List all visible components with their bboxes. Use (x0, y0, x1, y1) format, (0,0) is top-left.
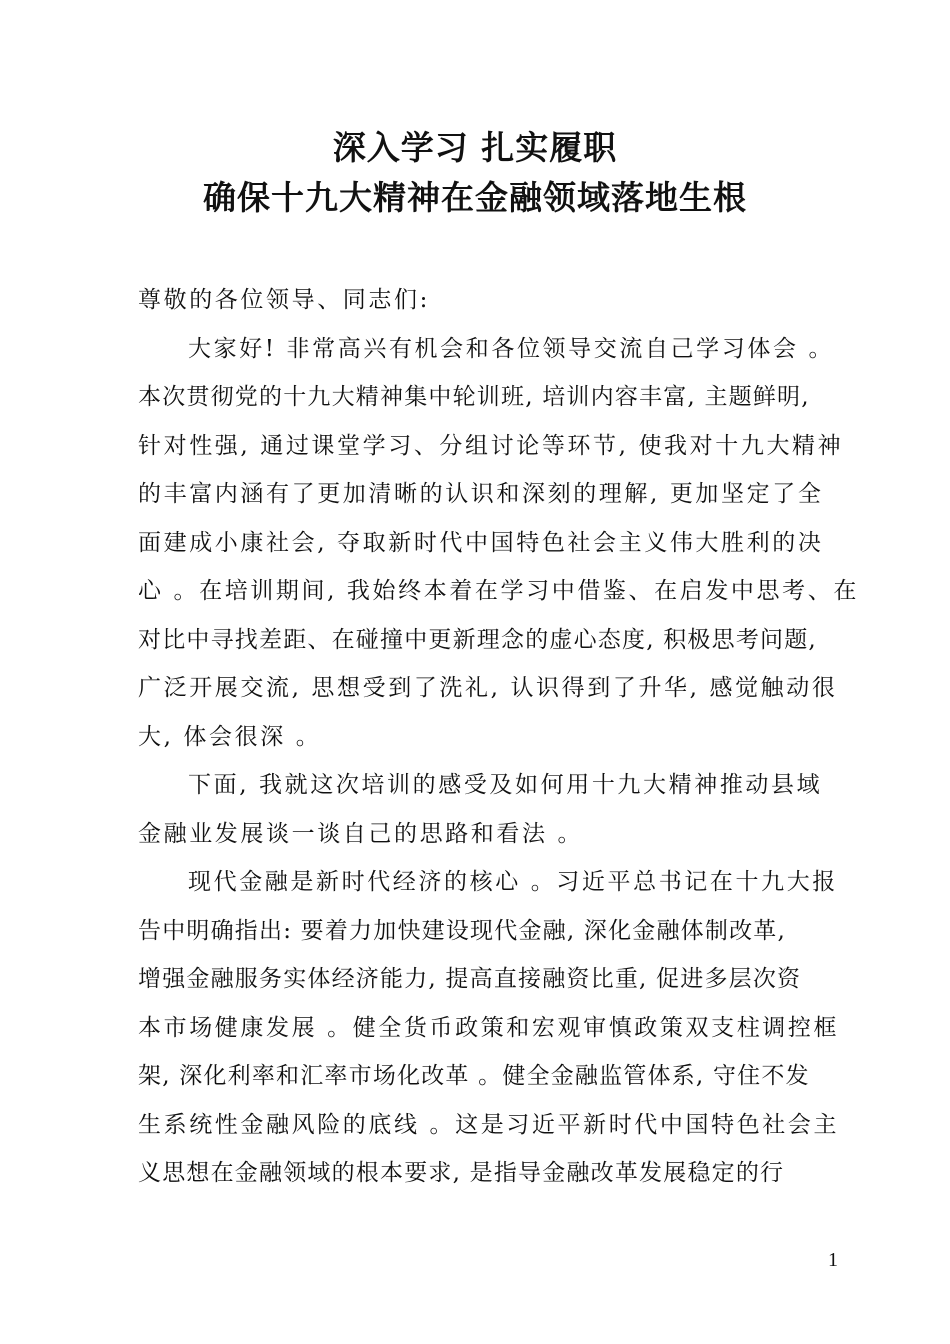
body-line: 告中明确指出: 要着力加快建设现代金融, 深化金融体制改革, (138, 917, 786, 944)
body-line: 义思想在金融领域的根本要求, 是指导金融改革发展稳定的行 (138, 1160, 785, 1186)
body-line: 面建成小康社会, 夺取新时代中国特色社会主义伟大胜利的决 (138, 529, 824, 556)
body-line: 架, 深化利率和汇率市场化改革 。健全金融监管体系, 守住不发 (138, 1063, 810, 1089)
body-line: 尊敬的各位领导、同志们: (138, 287, 430, 313)
body-line: 大家好! 非常高兴有机会和各位领导交流自己学习体会 。 (188, 335, 835, 362)
body-line: 生系统性金融风险的底线 。这是习近平新时代中国特色社会主 (138, 1111, 840, 1138)
body-line: 下面, 我就这次培训的感受及如何用十九大精神推动县域 (188, 772, 823, 798)
body-line: 金融业发展谈一谈自己的思路和看法 。 (138, 820, 584, 847)
body-line: 针对性强, 通过课堂学习、分组讨论等环节, 使我对十九大精神 (138, 432, 844, 459)
body-line: 广泛开展交流, 思想受到了洗礼, 认识得到了升华, 感觉触动很 (138, 675, 838, 701)
body-line: 大, 体会很深 。 (138, 723, 322, 750)
title-line-1: 深入学习 扎实履职 (332, 128, 618, 167)
body-line: 现代金融是新时代经济的核心 。习近平总书记在十九大报 (188, 869, 838, 895)
body-line: 增强金融服务实体经济能力, 提高直接融资比重, 促进多层次资 (138, 966, 802, 992)
page-number: 1 (828, 1249, 838, 1271)
title-line-2: 确保十九大精神在金融领域落地生根 (203, 178, 747, 217)
body-text (138, 276, 859, 1198)
body-line: 心 。在培训期间, 我始终本着在学习中借鉴、在启发中思考、在 (138, 578, 859, 604)
body-line: 的丰富内涵有了更加清晰的认识和深刻的理解, 更加坚定了全 (138, 481, 824, 507)
body-line: 本市场健康发展 。健全货币政策和宏观审慎政策双支柱调控框 (138, 1014, 840, 1041)
body-line: 对比中寻找差距、在碰撞中更新理念的虚心态度, 积极思考问题, (138, 626, 817, 653)
body-line: 本次贯彻党的十九大精神集中轮训班, 培训内容丰富, 主题鲜明, (138, 384, 810, 410)
